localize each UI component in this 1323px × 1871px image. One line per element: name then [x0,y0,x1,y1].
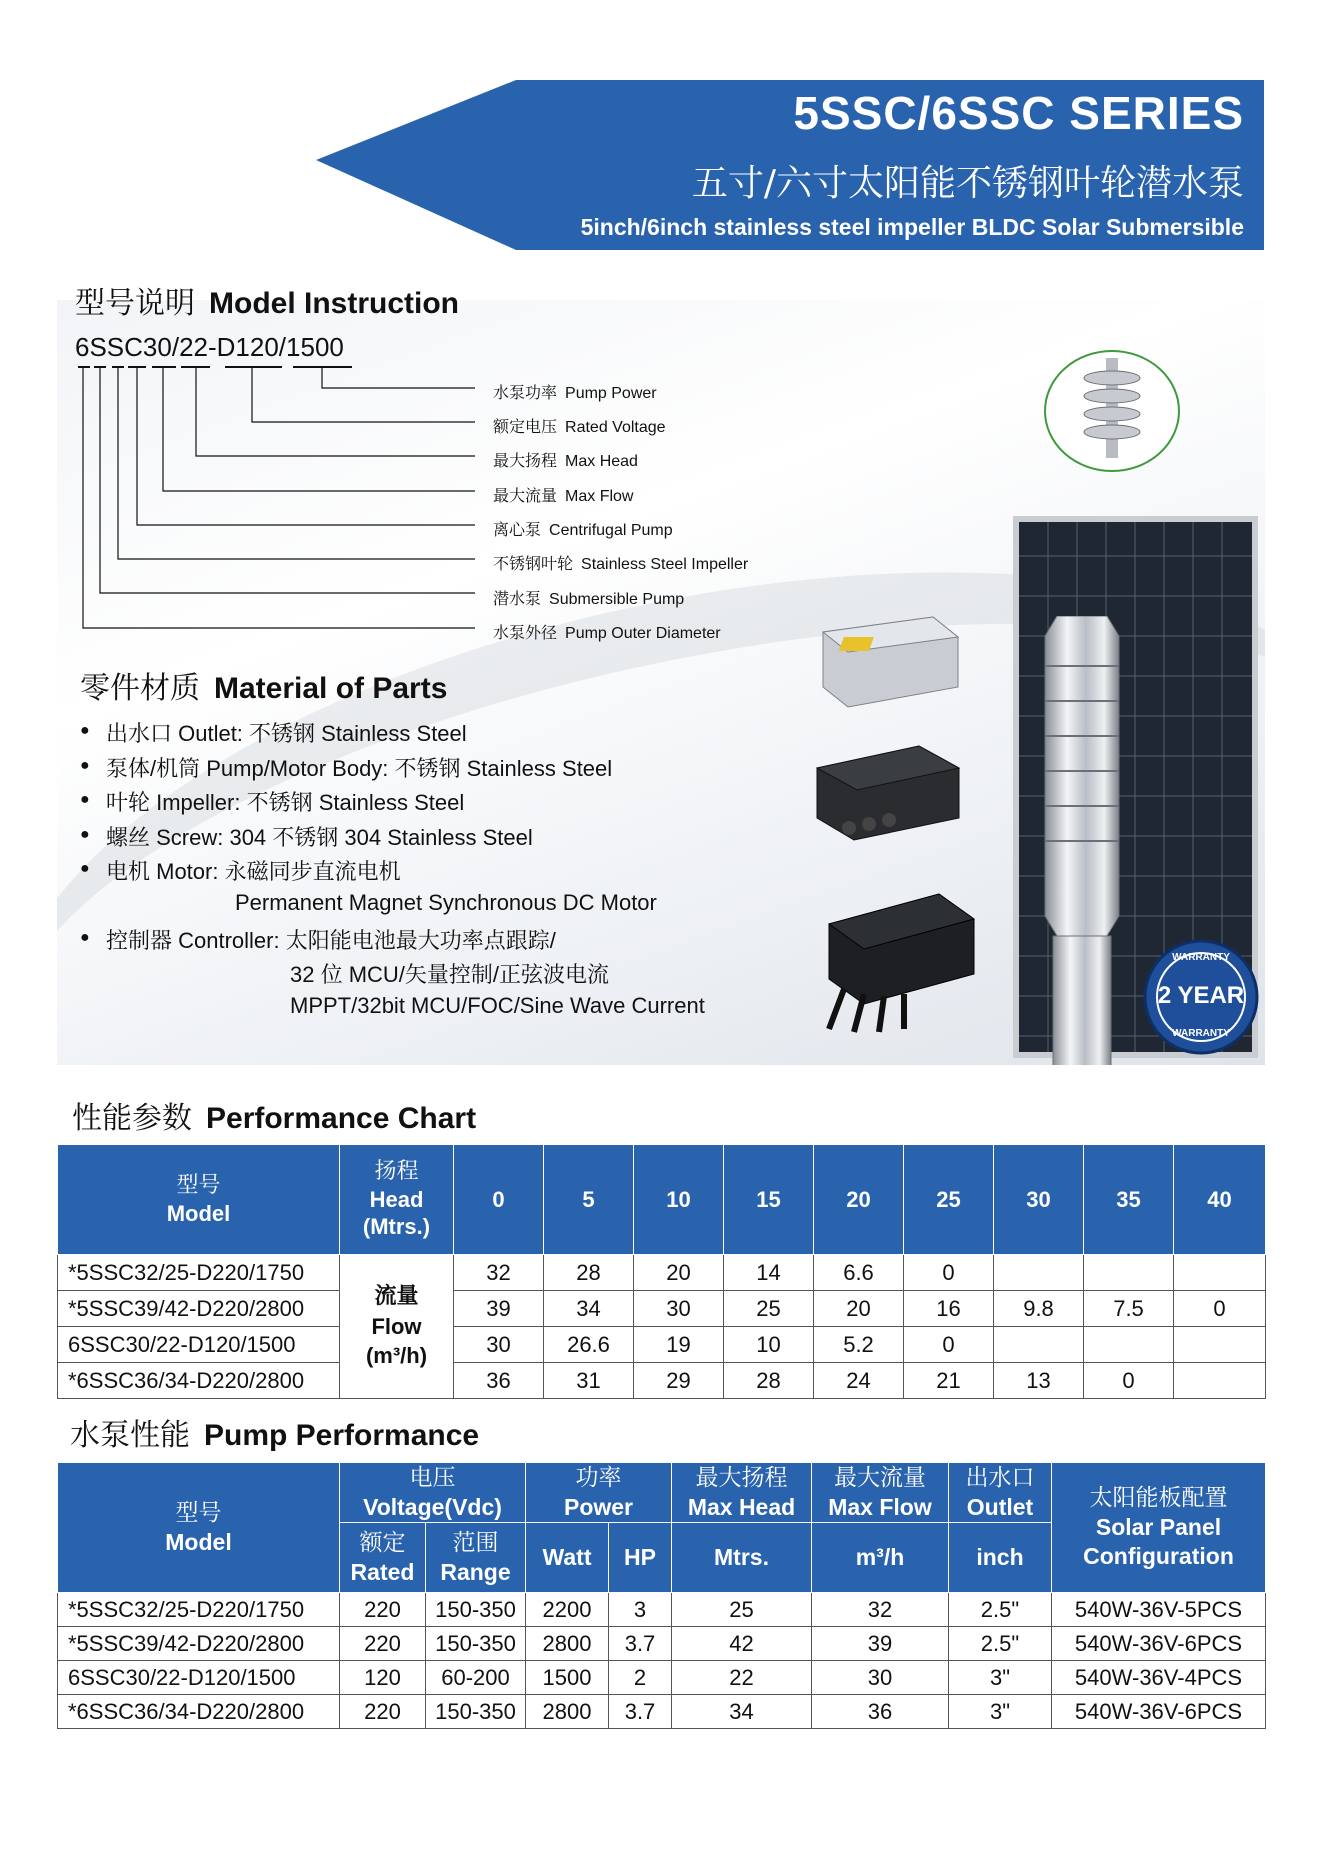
pump-model-header: 型号 Model [58,1463,340,1593]
perf-head-value: 0 [454,1145,544,1255]
perf-flow-cell [1174,1327,1266,1363]
perf-flow-cell: 30 [454,1327,544,1363]
perf-flow-cell: 34 [544,1291,634,1327]
perf-flow-cell: 10 [724,1327,814,1363]
pump-model-cell: *5SSC32/25-D220/1750 [58,1593,340,1627]
controller-box-silver-image [813,612,963,712]
material-controller-line2: 32 位 MCU/矢量控制/正弦波电流 [290,962,610,987]
perf-flow-cell [994,1327,1084,1363]
material-item-motor: ● 电机 Motor: 永磁同步直流电机 [80,855,401,886]
perf-flow-cell: 21 [904,1363,994,1399]
perf-flow-cell: 0 [904,1327,994,1363]
perf-head-value: 20 [814,1145,904,1255]
material-controller-line3: MPPT/32bit MCU/FOC/Sine Wave Current [290,993,705,1018]
header-banner [316,80,1264,250]
legend-item-max-flow: 最大流量 Max Flow [493,486,634,505]
pump-solar-cell: 540W-36V-4PCS [1052,1661,1266,1695]
perf-model-cell: *5SSC32/25-D220/1750 [58,1255,340,1291]
perf-head-value: 10 [634,1145,724,1255]
series-subtitle-cn: 五寸/六寸太阳能不锈钢叶轮潜水泵 [691,163,1244,204]
performance-chart-heading-cn: 性能参数 [72,1101,192,1136]
performance-header-row [58,1145,1266,1255]
perf-flow-cell [1174,1255,1266,1291]
model-instruction-heading-cn: 型号说明 [75,286,195,321]
pump-model-cell: *5SSC39/42-D220/2800 [58,1627,340,1661]
performance-chart-heading-en: Performance Chart [206,1102,477,1135]
table-row [58,1327,1266,1363]
legend-item-centrifugal-pump: 离心泵 Centrifugal Pump [493,520,673,539]
pump-flow-cell: 30 [812,1661,949,1695]
pump-flow-header: 最大流量 Max Flow [812,1463,949,1523]
pump-model-cell: 6SSC30/22-D120/1500 [58,1661,340,1695]
pump-rated-cell: 220 [340,1695,426,1729]
pump-rated-header: 额定 Rated [340,1523,426,1593]
pump-rated-cell: 220 [340,1627,426,1661]
pump-solar-cell: 540W-36V-6PCS [1052,1627,1266,1661]
material-motor-en: Permanent Magnet Synchronous DC Motor [235,890,657,915]
pump-head-cell: 25 [672,1593,812,1627]
pump-watt-cell: 2800 [526,1627,609,1661]
example-model-code: 6SSC30/22-D120/1500 [75,332,344,362]
perf-flow-cell [1084,1255,1174,1291]
pump-outlet-cell: 3" [949,1661,1052,1695]
perf-flow-cell: 31 [544,1363,634,1399]
table-row [58,1363,1266,1399]
performance-chart-heading [72,1093,476,1137]
perf-flow-cell: 9.8 [994,1291,1084,1327]
perf-flow-cell: 13 [994,1363,1084,1399]
perf-flow-cell: 5.2 [814,1327,904,1363]
pump-flow-cell: 36 [812,1695,949,1729]
pump-range-cell: 150-350 [426,1627,526,1661]
perf-flow-cell: 16 [904,1291,994,1327]
perf-head-value: 15 [724,1145,814,1255]
pump-range-cell: 150-350 [426,1593,526,1627]
table-row [58,1291,1266,1327]
table-row [58,1661,1266,1695]
pump-head-cell: 34 [672,1695,812,1729]
perf-flow-cell: 24 [814,1363,904,1399]
perf-model-header: 型号 Model [58,1145,340,1255]
pump-model-cell: *6SSC36/34-D220/2800 [58,1695,340,1729]
perf-head-value: 25 [904,1145,994,1255]
perf-flow-cell: 30 [634,1291,724,1327]
materials-heading-en: Material of Parts [214,672,448,705]
pump-outlet-unit-header: inch [949,1523,1052,1593]
perf-flow-cell: 32 [454,1255,544,1291]
legend-item-max-head: 最大扬程 Max Head [493,451,638,470]
pump-watt-cell: 2800 [526,1695,609,1729]
impeller-image [1042,348,1182,474]
pump-solar-header: 太阳能板配置 Solar Panel Configuration [1052,1463,1266,1593]
warranty-badge [1142,938,1260,1056]
pump-outlet-cell: 3" [949,1695,1052,1729]
pump-hp-cell: 3.7 [609,1695,672,1729]
perf-flow-cell [1174,1363,1266,1399]
legend-item-outer-diameter: 水泵外径 Pump Outer Diameter [493,623,721,642]
table-row [58,1627,1266,1661]
perf-model-cell: *6SSC36/34-D220/2800 [58,1363,340,1399]
perf-head-header: 扬程 Head (Mtrs.) [340,1145,454,1255]
warranty-badge-bottom: WARRANTY [1172,1028,1230,1039]
pump-range-header: 范围 Range [426,1523,526,1593]
legend-item-submersible-pump: 潜水泵 Submersible Pump [493,589,685,608]
material-item-outlet: ● 出水口 Outlet: 不锈钢 Stainless Steel [80,717,467,748]
pump-flow-unit-header: m³/h [812,1523,949,1593]
perf-flow-label: 流量 Flow (m³/h) [340,1255,454,1399]
series-subtitle-en: 5inch/6inch stainless steel impeller BLDC Solar Submersible [580,214,1244,240]
model-code-diagram-lines [0,360,480,632]
material-item-controller: ● 控制器 Controller: 太阳能电池最大功率点跟踪/ [80,924,556,955]
pump-head-header: 最大扬程 Max Head [672,1463,812,1523]
perf-flow-cell: 20 [634,1255,724,1291]
perf-flow-cell: 0 [1174,1291,1266,1327]
pump-hp-cell: 3 [609,1593,672,1627]
perf-flow-cell: 28 [724,1363,814,1399]
table-row [58,1255,1266,1291]
pump-performance-table [57,1462,1266,1729]
perf-flow-cell: 0 [904,1255,994,1291]
perf-flow-cell: 0 [1084,1363,1174,1399]
perf-flow-cell: 36 [454,1363,544,1399]
perf-model-cell: *5SSC39/42-D220/2800 [58,1291,340,1327]
pump-rated-cell: 120 [340,1661,426,1695]
model-instruction-heading-en: Model Instruction [209,287,459,320]
performance-chart-table [57,1144,1266,1399]
pump-hp-header: HP [609,1523,672,1593]
perf-flow-cell: 25 [724,1291,814,1327]
perf-head-value: 30 [994,1145,1084,1255]
pump-outlet-header: 出水口 Outlet [949,1463,1052,1523]
pump-solar-cell: 540W-36V-5PCS [1052,1593,1266,1627]
material-item-impeller: ● 叶轮 Impeller: 不锈钢 Stainless Steel [80,786,464,817]
perf-flow-cell [1084,1327,1174,1363]
materials-heading [80,663,447,707]
legend-item-rated-voltage: 额定电压 Rated Voltage [493,417,666,436]
perf-head-value: 5 [544,1145,634,1255]
table-row [58,1695,1266,1729]
controller-box-black-image [809,738,964,848]
pump-voltage-header: 电压 Voltage(Vdc) [340,1463,526,1523]
material-item-screw: ● 螺丝 Screw: 304 不锈钢 304 Stainless Steel [80,821,533,852]
perf-head-value: 40 [1174,1145,1266,1255]
table-row [58,1593,1266,1627]
materials-heading-cn: 零件材质 [80,671,200,706]
pump-outlet-cell: 2.5" [949,1627,1052,1661]
pump-watt-cell: 1500 [526,1661,609,1695]
perf-flow-cell: 28 [544,1255,634,1291]
pump-header-row-1 [58,1463,1266,1523]
perf-flow-cell [994,1255,1084,1291]
pump-outlet-cell: 2.5" [949,1593,1052,1627]
warranty-badge-main: 2 YEAR [1157,982,1245,1009]
legend-item-stainless-impeller: 不锈钢叶轮 Stainless Steel Impeller [493,554,749,573]
pump-performance-heading [70,1410,479,1454]
pump-head-cell: 22 [672,1661,812,1695]
material-item-body: ● 泵体/机筒 Pump/Motor Body: 不锈钢 Stainless Steel [80,752,612,783]
pump-range-cell: 150-350 [426,1695,526,1729]
pump-hp-cell: 2 [609,1661,672,1695]
perf-flow-cell: 29 [634,1363,724,1399]
perf-flow-cell: 14 [724,1255,814,1291]
pump-range-cell: 60-200 [426,1661,526,1695]
pump-watt-header: Watt [526,1523,609,1593]
controller-box-mppt-image [809,884,979,1034]
pump-solar-cell: 540W-36V-6PCS [1052,1695,1266,1729]
perf-flow-cell: 20 [814,1291,904,1327]
model-instruction-heading [75,278,459,322]
perf-flow-cell: 39 [454,1291,544,1327]
submersible-pump-image [1027,616,1137,1065]
pump-flow-cell: 32 [812,1593,949,1627]
perf-flow-cell: 19 [634,1327,724,1363]
perf-flow-cell: 26.6 [544,1327,634,1363]
pump-watt-cell: 2200 [526,1593,609,1627]
series-title: 5SSC/6SSC SERIES [793,87,1244,139]
perf-head-value: 35 [1084,1145,1174,1255]
pump-flow-cell: 39 [812,1627,949,1661]
perf-flow-cell: 7.5 [1084,1291,1174,1327]
pump-rated-cell: 220 [340,1593,426,1627]
pump-performance-heading-cn: 水泵性能 [70,1418,190,1453]
perf-flow-cell: 6.6 [814,1255,904,1291]
pump-hp-cell: 3.7 [609,1627,672,1661]
warranty-badge-top: WARRANTY [1172,952,1230,963]
legend-item-pump-power: 水泵功率 Pump Power [493,383,657,402]
pump-power-header: 功率 Power [526,1463,672,1523]
perf-model-cell: 6SSC30/22-D120/1500 [58,1327,340,1363]
pump-performance-heading-en: Pump Performance [204,1419,480,1452]
pump-head-cell: 42 [672,1627,812,1661]
pump-head-unit-header: Mtrs. [672,1523,812,1593]
